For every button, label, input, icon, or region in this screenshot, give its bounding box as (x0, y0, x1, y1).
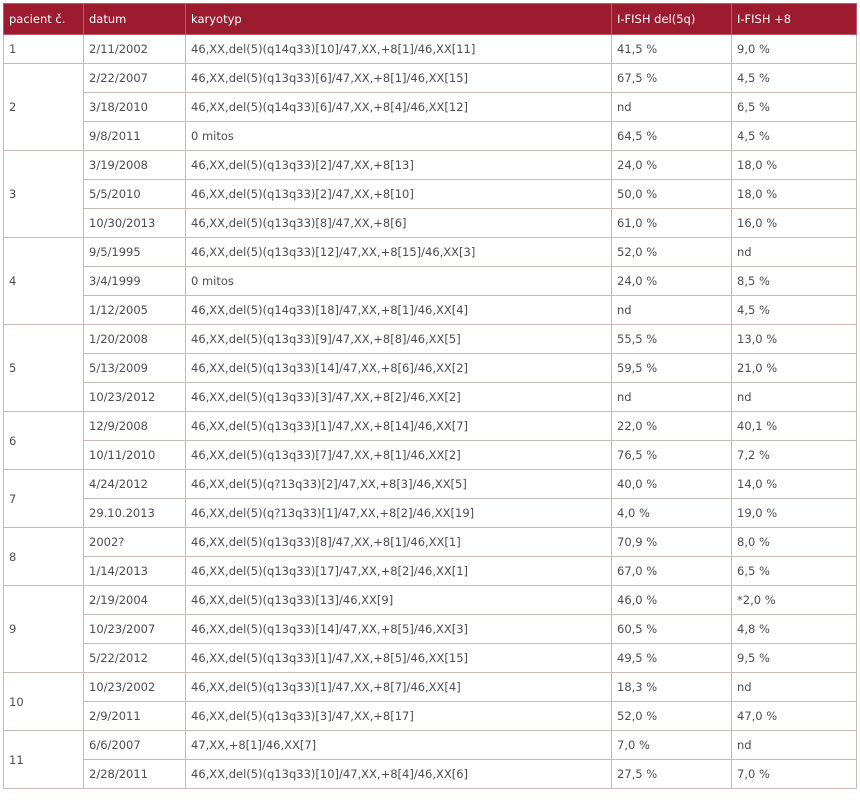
patient-number-cell: 11 (4, 731, 84, 789)
patient-number-cell: 10 (4, 673, 84, 731)
ifish-plus8-cell: 16,0 % (732, 209, 857, 238)
table-row (4, 731, 857, 760)
table-row (4, 151, 857, 180)
table-row (4, 673, 857, 702)
karyotype-cell: 46,XX,del(5)(q13q33)[3]/47,XX,+8[2]/46,XX[2] (186, 383, 612, 412)
ifish-plus8-cell: 6,5 % (732, 557, 857, 586)
karyotype-cell: 46,XX,del(5)(q13q33)[14]/47,XX,+8[6]/46,XX[2] (186, 354, 612, 383)
header-row (4, 4, 857, 35)
ifish-plus8-cell: 8,5 % (732, 267, 857, 296)
karyotype-cell: 46,XX,del(5)(q13q33)[1]/47,XX,+8[14]/46,XX[7] (186, 412, 612, 441)
date-cell: 1/20/2008 (84, 325, 186, 354)
ifish-plus8-cell: 40,1 % (732, 412, 857, 441)
ifish-del5q-cell: 4,0 % (612, 499, 732, 528)
karyotype-cell: 46,XX,del(5)(q13q33)[8]/47,XX,+8[6] (186, 209, 612, 238)
ifish-plus8-cell: nd (732, 731, 857, 760)
ifish-plus8-cell: 7,2 % (732, 441, 857, 470)
date-cell: 10/11/2010 (84, 441, 186, 470)
karyotype-cell: 46,XX,del(5)(q?13q33)[2]/47,XX,+8[3]/46,XX[5] (186, 470, 612, 499)
karyotype-table (3, 3, 857, 789)
ifish-plus8-cell: 14,0 % (732, 470, 857, 499)
ifish-del5q-cell: 49,5 % (612, 644, 732, 673)
ifish-del5q-cell: 55,5 % (612, 325, 732, 354)
karyotype-cell: 46,XX,del(5)(q14q33)[6]/47,XX,+8[4]/46,XX[12] (186, 93, 612, 122)
karyotype-cell: 46,XX,del(5)(q13q33)[13]/46,XX[9] (186, 586, 612, 615)
header-karyotype: karyotyp (186, 4, 612, 35)
patient-number-cell: 5 (4, 325, 84, 412)
ifish-del5q-cell: 7,0 % (612, 731, 732, 760)
date-cell: 9/8/2011 (84, 122, 186, 151)
table-row (4, 499, 857, 528)
ifish-del5q-cell: 41,5 % (612, 35, 732, 64)
date-cell: 3/4/1999 (84, 267, 186, 296)
date-cell: 5/5/2010 (84, 180, 186, 209)
table-row (4, 557, 857, 586)
ifish-del5q-cell: 27,5 % (612, 760, 732, 789)
ifish-del5q-cell: 59,5 % (612, 354, 732, 383)
date-cell: 10/23/2007 (84, 615, 186, 644)
table-row (4, 64, 857, 93)
ifish-del5q-cell: 64,5 % (612, 122, 732, 151)
patient-number-cell: 8 (4, 528, 84, 586)
ifish-del5q-cell: 18,3 % (612, 673, 732, 702)
date-cell: 1/12/2005 (84, 296, 186, 325)
ifish-plus8-cell: 4,5 % (732, 122, 857, 151)
ifish-del5q-cell: nd (612, 383, 732, 412)
karyotype-cell: 46,XX,del(5)(q13q33)[14]/47,XX,+8[5]/46,XX[3] (186, 615, 612, 644)
date-cell: 2002? (84, 528, 186, 557)
date-cell: 3/18/2010 (84, 93, 186, 122)
table-row (4, 93, 857, 122)
ifish-del5q-cell: 60,5 % (612, 615, 732, 644)
ifish-plus8-cell: 47,0 % (732, 702, 857, 731)
table-row (4, 702, 857, 731)
ifish-plus8-cell: 4,5 % (732, 296, 857, 325)
patient-number-cell: 4 (4, 238, 84, 325)
ifish-plus8-cell: 9,0 % (732, 35, 857, 64)
karyotype-cell: 46,XX,del(5)(q14q33)[10]/47,XX,+8[1]/46,XX[11] (186, 35, 612, 64)
date-cell: 6/6/2007 (84, 731, 186, 760)
header-ifish-plus8: I-FISH +8 (732, 4, 857, 35)
patient-number-cell: 2 (4, 64, 84, 151)
table-row (4, 180, 857, 209)
table-row (4, 296, 857, 325)
header-ifish-del5q: I-FISH del(5q) (612, 4, 732, 35)
patient-number-cell: 9 (4, 586, 84, 673)
ifish-plus8-cell: nd (732, 673, 857, 702)
patient-number-cell: 1 (4, 35, 84, 64)
ifish-del5q-cell: 61,0 % (612, 209, 732, 238)
table-row (4, 383, 857, 412)
ifish-plus8-cell: 4,8 % (732, 615, 857, 644)
ifish-plus8-cell: 4,5 % (732, 64, 857, 93)
date-cell: 5/22/2012 (84, 644, 186, 673)
ifish-plus8-cell: 18,0 % (732, 151, 857, 180)
ifish-del5q-cell: 67,5 % (612, 64, 732, 93)
ifish-del5q-cell: 70,9 % (612, 528, 732, 557)
karyotype-cell: 46,XX,del(5)(q?13q33)[1]/47,XX,+8[2]/46,XX[19] (186, 499, 612, 528)
table-row (4, 267, 857, 296)
ifish-plus8-cell: nd (732, 238, 857, 267)
ifish-del5q-cell: 52,0 % (612, 702, 732, 731)
ifish-plus8-cell: nd (732, 383, 857, 412)
table-header (4, 4, 857, 35)
karyotype-cell: 46,XX,del(5)(q13q33)[8]/47,XX,+8[1]/46,XX[1] (186, 528, 612, 557)
date-cell: 10/23/2012 (84, 383, 186, 412)
patient-number-cell: 3 (4, 151, 84, 238)
karyotype-cell: 46,XX,del(5)(q13q33)[12]/47,XX,+8[15]/46,XX[3] (186, 238, 612, 267)
ifish-del5q-cell: 52,0 % (612, 238, 732, 267)
table-row (4, 412, 857, 441)
ifish-plus8-cell: *2,0 % (732, 586, 857, 615)
ifish-plus8-cell: 8,0 % (732, 528, 857, 557)
date-cell: 1/14/2013 (84, 557, 186, 586)
table-row (4, 238, 857, 267)
karyotype-cell: 46,XX,del(5)(q13q33)[9]/47,XX,+8[8]/46,XX[5] (186, 325, 612, 354)
date-cell: 2/9/2011 (84, 702, 186, 731)
table-row (4, 209, 857, 238)
karyotype-cell: 46,XX,del(5)(q13q33)[1]/47,XX,+8[5]/46,XX[15] (186, 644, 612, 673)
karyotype-cell: 46,XX,del(5)(q14q33)[18]/47,XX,+8[1]/46,XX[4] (186, 296, 612, 325)
karyotype-cell: 46,XX,del(5)(q13q33)[17]/47,XX,+8[2]/46,XX[1] (186, 557, 612, 586)
karyotype-cell: 46,XX,del(5)(q13q33)[3]/47,XX,+8[17] (186, 702, 612, 731)
ifish-plus8-cell: 19,0 % (732, 499, 857, 528)
karyotype-table-container (3, 3, 856, 789)
patient-number-cell: 6 (4, 412, 84, 470)
header-date: datum (84, 4, 186, 35)
karyotype-cell: 0 mitos (186, 267, 612, 296)
ifish-del5q-cell: nd (612, 93, 732, 122)
date-cell: 2/11/2002 (84, 35, 186, 64)
ifish-plus8-cell: 13,0 % (732, 325, 857, 354)
karyotype-cell: 46,XX,del(5)(q13q33)[2]/47,XX,+8[10] (186, 180, 612, 209)
date-cell: 10/30/2013 (84, 209, 186, 238)
karyotype-cell: 46,XX,del(5)(q13q33)[2]/47,XX,+8[13] (186, 151, 612, 180)
ifish-plus8-cell: 7,0 % (732, 760, 857, 789)
date-cell: 2/19/2004 (84, 586, 186, 615)
table-row (4, 760, 857, 789)
ifish-del5q-cell: 50,0 % (612, 180, 732, 209)
table-row (4, 528, 857, 557)
ifish-plus8-cell: 21,0 % (732, 354, 857, 383)
table-body (4, 35, 857, 789)
ifish-del5q-cell: 22,0 % (612, 412, 732, 441)
karyotype-cell: 46,XX,del(5)(q13q33)[1]/47,XX,+8[7]/46,XX[4] (186, 673, 612, 702)
date-cell: 3/19/2008 (84, 151, 186, 180)
ifish-plus8-cell: 18,0 % (732, 180, 857, 209)
date-cell: 9/5/1995 (84, 238, 186, 267)
table-row (4, 325, 857, 354)
ifish-plus8-cell: 9,5 % (732, 644, 857, 673)
ifish-plus8-cell: 6,5 % (732, 93, 857, 122)
table-row (4, 615, 857, 644)
ifish-del5q-cell: 24,0 % (612, 267, 732, 296)
table-row (4, 122, 857, 151)
karyotype-cell: 0 mitos (186, 122, 612, 151)
date-cell: 12/9/2008 (84, 412, 186, 441)
table-row (4, 441, 857, 470)
table-row (4, 644, 857, 673)
table-row (4, 35, 857, 64)
ifish-del5q-cell: 67,0 % (612, 557, 732, 586)
date-cell: 29.10.2013 (84, 499, 186, 528)
date-cell: 2/28/2011 (84, 760, 186, 789)
karyotype-cell: 46,XX,del(5)(q13q33)[7]/47,XX,+8[1]/46,XX[2] (186, 441, 612, 470)
karyotype-cell: 46,XX,del(5)(q13q33)[10]/47,XX,+8[4]/46,XX[6] (186, 760, 612, 789)
karyotype-cell: 46,XX,del(5)(q13q33)[6]/47,XX,+8[1]/46,XX[15] (186, 64, 612, 93)
table-row (4, 586, 857, 615)
date-cell: 2/22/2007 (84, 64, 186, 93)
ifish-del5q-cell: 46,0 % (612, 586, 732, 615)
ifish-del5q-cell: 40,0 % (612, 470, 732, 499)
date-cell: 4/24/2012 (84, 470, 186, 499)
date-cell: 10/23/2002 (84, 673, 186, 702)
ifish-del5q-cell: nd (612, 296, 732, 325)
karyotype-cell: 47,XX,+8[1]/46,XX[7] (186, 731, 612, 760)
date-cell: 5/13/2009 (84, 354, 186, 383)
table-row (4, 354, 857, 383)
header-patient-number: pacient č. (4, 4, 84, 35)
ifish-del5q-cell: 24,0 % (612, 151, 732, 180)
table-row (4, 470, 857, 499)
patient-number-cell: 7 (4, 470, 84, 528)
ifish-del5q-cell: 76,5 % (612, 441, 732, 470)
